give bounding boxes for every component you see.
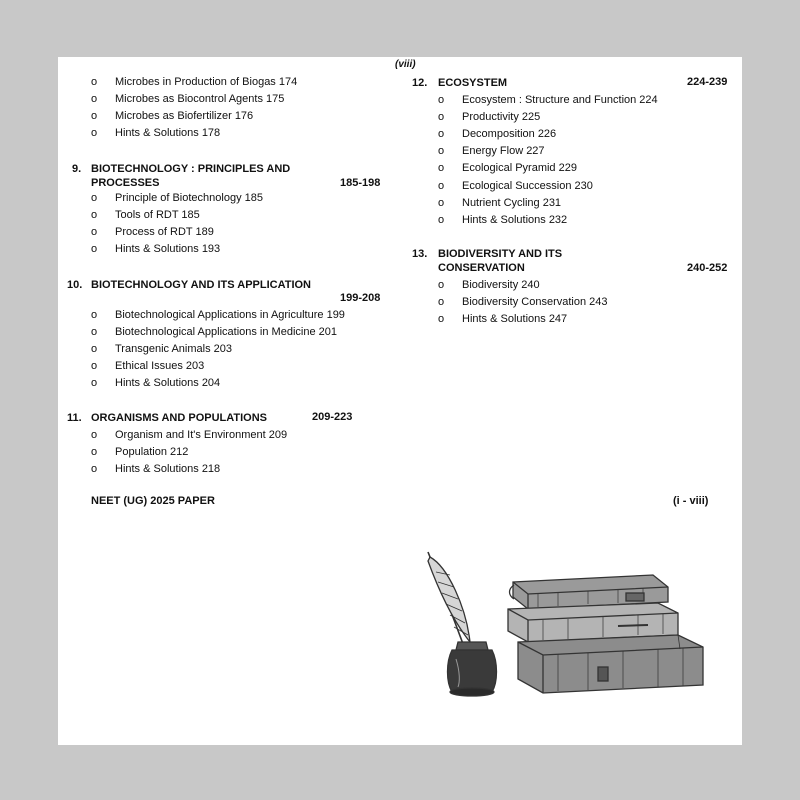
chapter-9-title-line2: PROCESSES: [91, 177, 160, 189]
books-and-quill-illustration: [418, 547, 708, 707]
page-number: (viii): [395, 59, 416, 70]
list-item: [91, 226, 214, 238]
list-item: [438, 145, 545, 157]
list-item-text: Hints & Solutions 218: [115, 463, 221, 475]
bullet-marker: o: [91, 93, 98, 105]
list-item-text: Microbes as Biofertilizer 176: [115, 110, 254, 122]
list-item-text: Nutrient Cycling 231: [462, 196, 562, 209]
chapter-13-number: 13.: [412, 248, 428, 260]
bullet-marker: o: [438, 313, 445, 325]
list-item: [91, 93, 284, 105]
bullet-marker: o: [91, 309, 98, 321]
chapter-9-page-range: 185-198: [340, 177, 381, 189]
chapter-13-page-range: 240-252: [687, 262, 728, 274]
list-item-text: Hints & Solutions 178: [115, 127, 221, 139]
bullet-marker: o: [438, 196, 445, 209]
chapter-12-title: ECOSYSTEM: [438, 77, 508, 89]
list-item-text: Ethical Issues 203: [115, 360, 205, 372]
bullet-marker: o: [91, 429, 98, 441]
bullet-marker: o: [438, 94, 445, 106]
list-item: [91, 446, 188, 458]
list-item-text: Hints & Solutions 232: [462, 213, 568, 226]
bullet-marker: o: [91, 226, 98, 238]
list-item: [438, 197, 561, 209]
list-item-text: Process of RDT 189: [115, 226, 214, 238]
bullet-marker: o: [438, 179, 445, 192]
list-item: [91, 127, 220, 139]
chapter-12-number: 12.: [412, 77, 428, 89]
bullet-marker: o: [91, 243, 98, 255]
list-item: [438, 94, 658, 106]
list-item-text: Hints & Solutions 204: [115, 377, 221, 389]
list-item-text: Biodiversity 240: [462, 279, 540, 291]
bullet-marker: o: [438, 279, 445, 291]
list-item: [438, 313, 567, 325]
chapter-11-title: ORGANISMS AND POPULATIONS: [91, 412, 268, 424]
list-item-text: Transgenic Animals 203: [115, 343, 232, 355]
bullet-marker: o: [91, 192, 98, 204]
bullet-marker: o: [438, 145, 445, 158]
chapter-9-number: 9.: [72, 163, 82, 175]
chapter-10-page-range: 199-208: [340, 292, 381, 304]
bullet-marker: o: [91, 110, 98, 122]
list-item-text: Tools of RDT 185: [115, 209, 200, 221]
document-page: [58, 57, 742, 745]
list-item: [91, 377, 220, 389]
chapter-11-page-range: 209-223: [312, 411, 353, 423]
chapter-11-number: 11.: [67, 412, 82, 424]
list-item-text: Hints & Solutions 247: [462, 313, 568, 325]
chapter-10-number: 10.: [67, 279, 83, 291]
list-item: [91, 209, 200, 221]
bullet-marker: o: [438, 128, 445, 141]
bullet-marker: o: [438, 213, 445, 226]
bullet-marker: o: [91, 326, 98, 338]
list-item-text: Biotechnological Applications in Agriculture 199: [115, 309, 345, 321]
list-item: [438, 214, 567, 226]
list-item-text: Hints & Solutions 193: [115, 243, 221, 255]
bullet-marker: o: [91, 446, 98, 458]
footer-label: NEET (UG) 2025 PAPER: [91, 495, 215, 507]
bullet-marker: o: [91, 360, 98, 372]
list-item-text: Productivity 225: [462, 111, 541, 124]
list-item-text: Ecosystem : Structure and Function 224: [462, 94, 658, 106]
list-item: [91, 343, 232, 355]
list-item-text: Ecological Succession 230: [462, 179, 593, 192]
list-item: [438, 111, 540, 123]
bullet-marker: o: [438, 162, 445, 175]
bullet-marker: o: [438, 111, 445, 124]
chapter-13-title-line1: BIODIVERSITY AND ITS: [438, 248, 563, 260]
list-item: [91, 76, 297, 88]
list-item: [91, 309, 345, 321]
list-item-text: Decomposition 226: [462, 128, 557, 141]
list-item: [438, 128, 556, 140]
bullet-marker: o: [91, 377, 98, 389]
list-item-text: Ecological Pyramid 229: [462, 162, 577, 175]
bullet-marker: o: [91, 76, 98, 88]
bullet-marker: o: [438, 296, 445, 308]
chapter-12-page-range: 224-239: [687, 76, 728, 88]
list-item-text: Microbes as Biocontrol Agents 175: [115, 93, 285, 105]
list-item: [91, 360, 204, 372]
list-item-text: Biodiversity Conservation 243: [462, 296, 608, 308]
list-item: [438, 296, 608, 308]
bullet-marker: o: [91, 127, 98, 139]
list-item: [91, 243, 220, 255]
chapter-9-title-line1: BIOTECHNOLOGY : PRINCIPLES AND: [91, 163, 291, 175]
list-item-text: Principle of Biotechnology 185: [115, 192, 263, 204]
bullet-marker: o: [91, 343, 98, 355]
chapter-10-title: BIOTECHNOLOGY AND ITS APPLICATION: [91, 279, 312, 291]
list-item-text: Biotechnological Applications in Medicine 201: [115, 326, 337, 338]
list-item-text: Organism and It's Environment 209: [115, 429, 288, 441]
list-item: [91, 463, 220, 475]
list-item: [438, 180, 593, 192]
list-item: [438, 279, 540, 291]
list-item-text: Microbes in Production of Biogas 174: [115, 76, 298, 88]
list-item: [438, 162, 577, 174]
list-item: [91, 326, 337, 338]
bullet-marker: o: [91, 209, 98, 221]
chapter-13-title-line2: CONSERVATION: [438, 262, 525, 274]
footer-page-range: (i - viii): [673, 495, 709, 507]
list-item: [91, 192, 263, 204]
bullet-marker: o: [91, 463, 98, 475]
list-item-text: Population 212: [115, 446, 189, 458]
list-item: [91, 429, 287, 441]
list-item: [91, 110, 253, 122]
list-item-text: Energy Flow 227: [462, 145, 545, 158]
